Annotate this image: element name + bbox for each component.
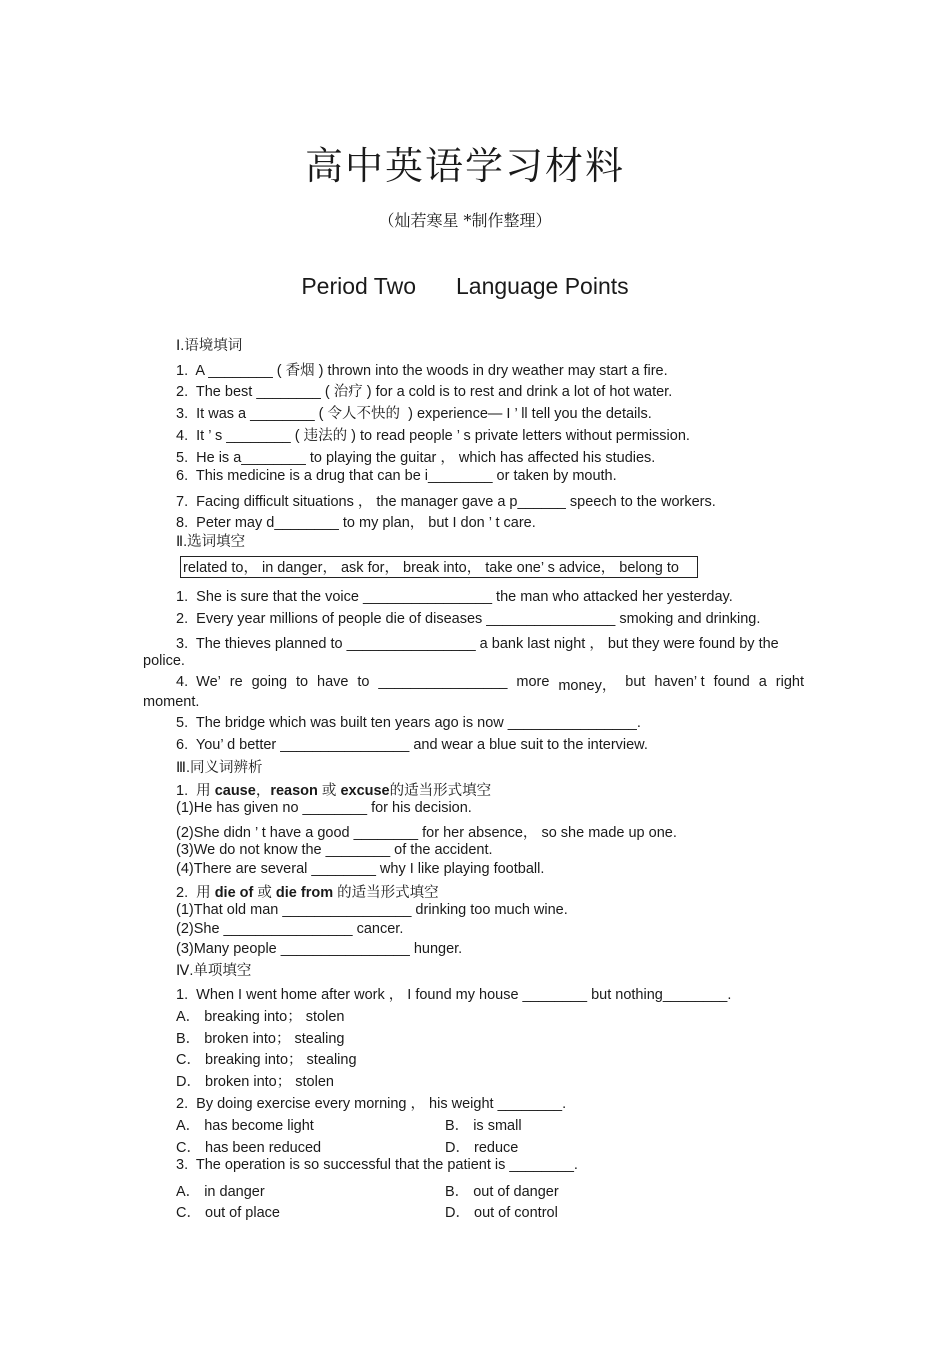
word: to — [357, 674, 370, 690]
subquestion-2-heading: 2. 用 die of 或 die from 的适当形式填空 — [176, 885, 439, 901]
exercise-item: 8. Peter may d________ to my plan， but I don ’ t care. — [176, 515, 536, 531]
exercise-item: (3)We do not know the ________ of the accident. — [176, 842, 493, 858]
exercise-item: (2)She didn ’ t have a good ________ for her absence， so she made up one. — [176, 825, 677, 841]
word: more — [516, 674, 550, 690]
section-3-heading: Ⅲ.同义词辨析 — [176, 760, 263, 776]
mc-option: D． reduce — [445, 1140, 519, 1156]
period-heading — [0, 273, 930, 300]
keyword: die of — [214, 885, 254, 901]
exercise-item: (1)He has given no ________ for his decision. — [176, 800, 472, 816]
page-title: 高中英语学习材料 — [304, 144, 625, 188]
mc-option: A． has become light — [176, 1118, 314, 1134]
exercise-item-continued: police. — [143, 653, 185, 669]
exercise-item: 1. She is sure that the voice ________________ the man who attacked her yesterday. — [176, 589, 733, 605]
mc-option: A． breaking into； stolen — [176, 1009, 345, 1025]
mc-question: 1. When I went home after work ， I found my house ________ but nothing________. — [176, 987, 732, 1003]
exercise-item: 2. The best ________ ( 治疗 ) for a cold is to rest and drink a lot of hot water. — [176, 384, 673, 400]
keyword: die from — [275, 885, 334, 901]
exercise-item: (3)Many people ________________ hunger. — [176, 941, 463, 957]
mc-option: D． broken into； stolen — [176, 1074, 334, 1090]
word: haven’ t — [654, 674, 705, 690]
word: a — [758, 674, 767, 690]
keyword: excuse — [340, 783, 390, 799]
period-topic: Language Points — [455, 273, 629, 299]
mc-option: C． out of place — [176, 1205, 280, 1221]
word: going — [251, 674, 288, 690]
word-bank-box: related to， in danger， ask for， break into， take one’ s advice， belong to — [180, 556, 698, 578]
word: ________________ — [378, 674, 508, 690]
word: have — [317, 674, 349, 690]
section-1-heading: Ⅰ.语境填词 — [176, 338, 243, 354]
word: to — [296, 674, 309, 690]
mc-option: B． out of danger — [445, 1184, 559, 1200]
section-4-heading: Ⅳ.单项填空 — [176, 963, 252, 979]
exercise-item: 3. It was a ________ ( 令人不快的 ) experience— I ’ ll tell you the details. — [176, 406, 652, 422]
word: money， — [558, 678, 617, 694]
mc-question: 2. By doing exercise every morning ， his weight ________. — [176, 1096, 567, 1112]
exercise-item: 4. It ’ s ________ ( 违法的 ) to read people ’ s private letters without permission. — [176, 428, 690, 444]
word: right — [775, 674, 804, 690]
mc-option: D． out of control — [445, 1205, 558, 1221]
exercise-item: 5. The bridge which was built ten years ago is now ________________. — [176, 715, 641, 731]
period-label: Period Two — [301, 273, 416, 299]
exercise-item: 6. This medicine is a drug that can be i________ or taken by mouth. — [176, 468, 617, 484]
word: but — [625, 674, 646, 690]
section-2-heading: Ⅱ.选词填空 — [176, 534, 246, 550]
word: re — [229, 674, 243, 690]
exercise-item: 6. You’ d better ________________ and wear a blue suit to the interview. — [176, 737, 648, 753]
mc-option: C． has been reduced — [176, 1140, 322, 1156]
exercise-item: 5. He is a________ to playing the guitar ， which has affected his studies. — [176, 450, 656, 466]
page-subtitle: （灿若寒星 *制作整理） — [378, 211, 552, 230]
mc-question: 3. The operation is so successful that the patient is ________. — [176, 1157, 578, 1173]
subquestion-1-heading: 1. 用 cause，reason 或 excuse的适当形式填空 — [176, 783, 492, 799]
exercise-item: (2)She ________________ cancer. — [176, 921, 404, 937]
mc-option: C． breaking into； stealing — [176, 1052, 357, 1068]
exercise-item: 1. A ________ ( 香烟 ) thrown into the woods in dry weather may start a fire. — [176, 363, 668, 379]
mc-option: B． broken into； stealing — [176, 1031, 345, 1047]
exercise-item: (4)There are several ________ why I like playing football. — [176, 861, 545, 877]
keyword: reason — [270, 783, 318, 799]
mc-option: B． is small — [445, 1118, 522, 1134]
exercise-item: (1)That old man ________________ drinking too much wine. — [176, 902, 568, 918]
word: 4. We’ — [176, 674, 221, 690]
word: found — [713, 674, 750, 690]
exercise-item-justified — [176, 674, 804, 695]
exercise-item-continued: moment. — [143, 694, 200, 710]
mc-option: A． in danger — [176, 1184, 265, 1200]
exercise-item: 2. Every year millions of people die of diseases ________________ smoking and drinking. — [176, 611, 761, 627]
exercise-item: 7. Facing difficult situations ， the manager gave a p______ speech to the workers. — [176, 494, 716, 510]
keyword: cause — [214, 783, 256, 799]
exercise-item: 3. The thieves planned to ________________ a bank last night ， but they were found by the — [176, 636, 779, 652]
